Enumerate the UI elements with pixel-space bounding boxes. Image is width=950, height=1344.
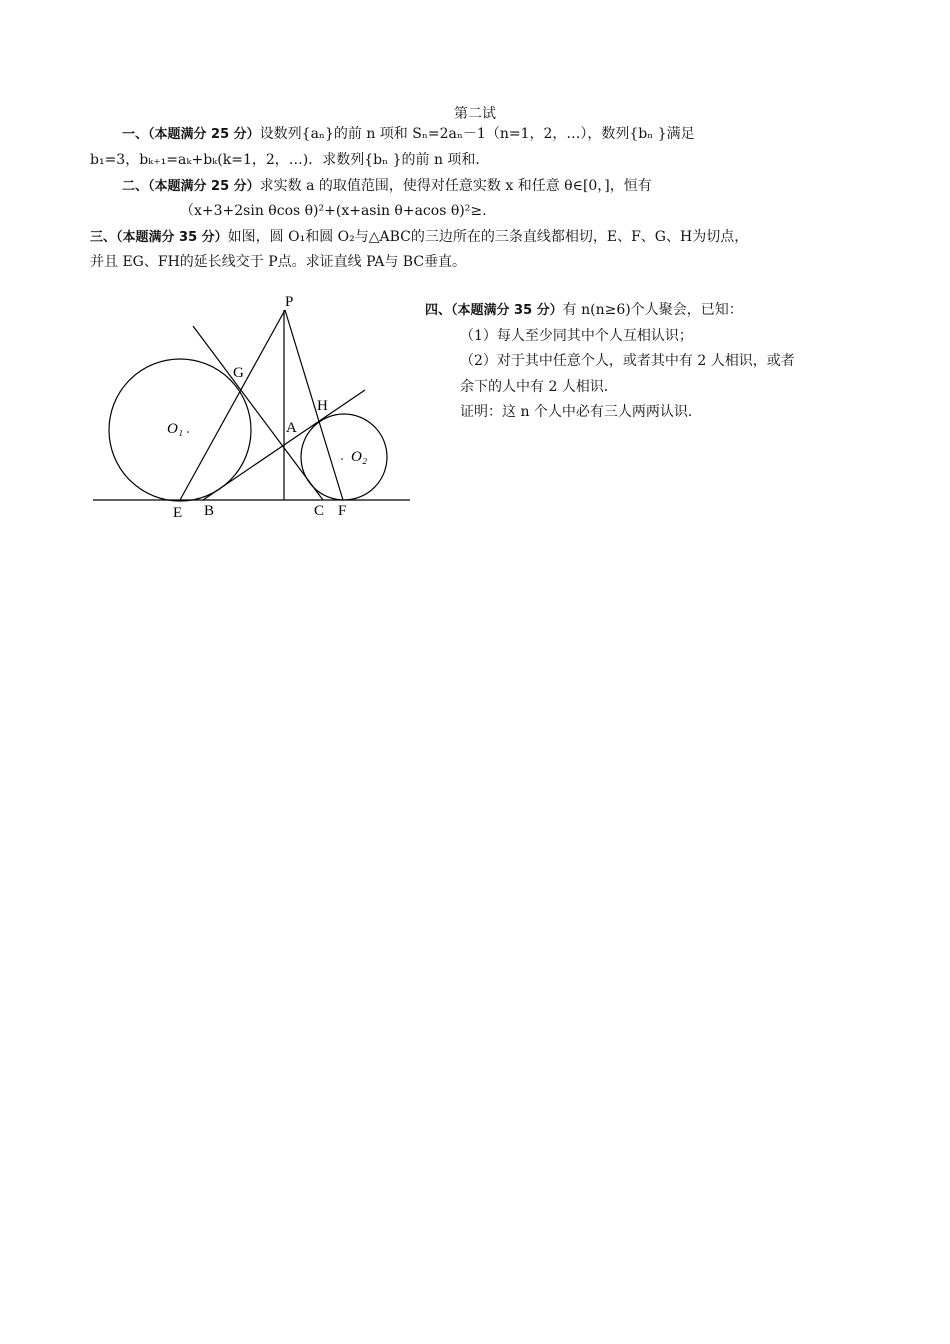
question-3-heading: 三、（本题满分 35 分） bbox=[90, 230, 228, 245]
question-1-line-1 bbox=[122, 124, 695, 145]
label-g: G bbox=[233, 365, 244, 381]
question-2-inequality: （x+3+2sin θcos θ)²+(x+asin θ+acos θ)²≥. bbox=[180, 203, 487, 219]
label-a: A bbox=[286, 420, 297, 436]
page-title: 第二试 bbox=[454, 106, 496, 122]
label-f: F bbox=[338, 503, 347, 519]
question-4-condition-2-cont: 余下的人中有 2 人相识． bbox=[460, 379, 618, 395]
question-3-text-1: 如图，圆 O₁和圆 O₂与△ABC的三边所在的三条直线都相切，E、F、G、H为切点， bbox=[227, 229, 749, 245]
question-4-proof-statement: 证明：这 n 个人中必有三人两两认识． bbox=[460, 404, 702, 420]
question-4-condition-2: （2）对于其中任意个人，或者其中有 2 人相识，或者 bbox=[460, 353, 795, 369]
question-3-text-2: 并且 EG、FH的延长线交于 P点。求证直线 PA与 BC垂直。 bbox=[90, 254, 467, 270]
label-c: C bbox=[314, 503, 325, 519]
label-b: B bbox=[204, 503, 215, 519]
question-2-line-1 bbox=[122, 176, 652, 197]
label-h: H bbox=[317, 398, 328, 414]
center-o1-dot bbox=[187, 431, 189, 433]
question-4-line-1 bbox=[425, 300, 743, 321]
line-pe bbox=[180, 310, 285, 500]
question-4-condition-1: （1）每人至少同其中个人互相认识； bbox=[460, 328, 693, 344]
question-2-text-1: 求实数 a 的取值范围，使得对任意实数 x 和任意 θ∈[0，]，恒有 bbox=[259, 178, 652, 194]
question-1-heading: 一、（本题满分 25 分） bbox=[122, 127, 260, 142]
label-p: P bbox=[285, 294, 294, 310]
question-4-heading: 四、（本题满分 35 分） bbox=[425, 303, 563, 318]
question-1-text-2: b₁=3，bₖ₊₁=aₖ+bₖ(k=1，2，…)．求数列{bₙ }的前 n 项和． bbox=[90, 152, 490, 168]
label-o2: O₂ bbox=[351, 449, 368, 465]
question-4-text-1: 有 n(n≥6)个人聚会，已知： bbox=[562, 302, 743, 318]
question-3-line-1 bbox=[90, 227, 748, 248]
label-e: E bbox=[173, 505, 183, 521]
question-1-text-1: 设数列{aₙ}的前 n 项和 Sₙ=2aₙ－1（n=1，2，…），数列{bₙ }满足 bbox=[259, 126, 695, 142]
question-2-heading: 二、（本题满分 25 分） bbox=[122, 179, 260, 194]
line-pf bbox=[285, 310, 343, 500]
geometry-figure bbox=[90, 290, 415, 525]
label-o1: O₁ bbox=[167, 421, 184, 437]
line-ac bbox=[193, 326, 323, 500]
center-o2-dot bbox=[341, 458, 343, 460]
